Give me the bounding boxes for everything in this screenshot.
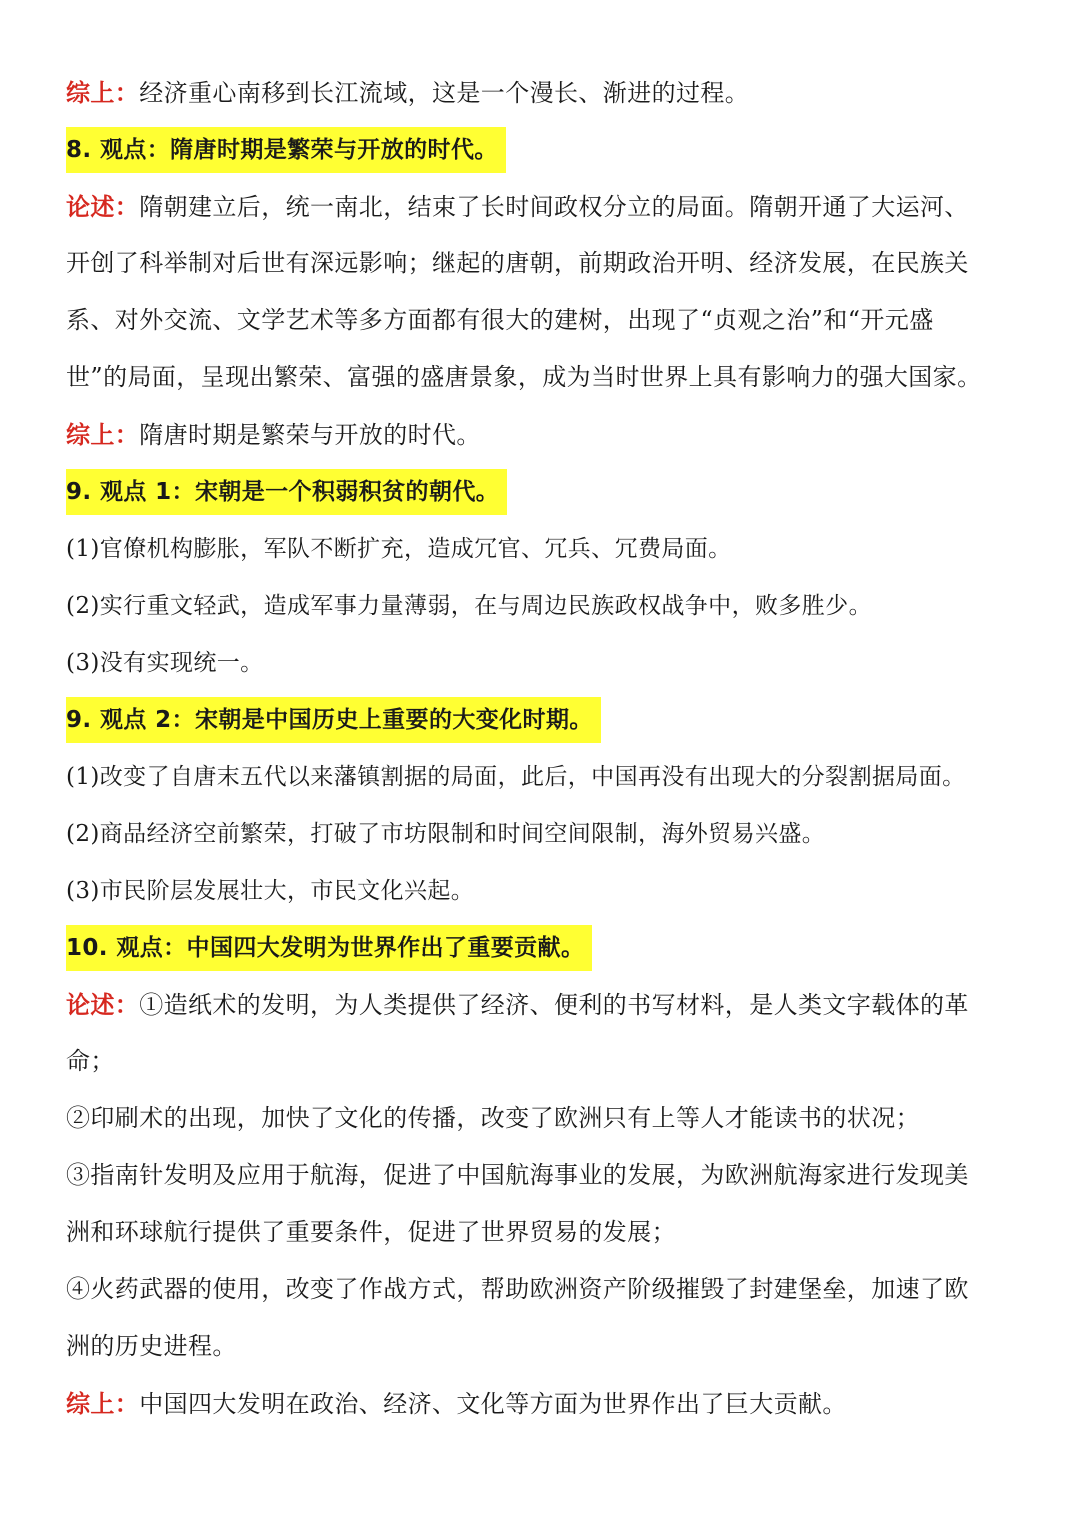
highlighted-heading-text: 9. 观点 2：宋朝是中国历史上重要的大变化时期。 (66, 697, 601, 743)
labeled-paragraph-line (66, 178, 1026, 235)
highlighted-heading-text: 10. 观点：中国四大发明为世界作出了重要贡献。 (66, 925, 592, 971)
list-item-text: (1)改变了自唐末五代以来藩镇割据的局面，此后，中国再没有出现大的分裂割据局面。 (66, 764, 966, 790)
paragraph-text: 中国四大发明在政治、经济、文化等方面为世界作出了巨大贡献。 (139, 1390, 847, 1418)
list-item-text: (2)商品经济空前繁荣，打破了市坊限制和时间空间限制，海外贸易兴盛。 (66, 821, 826, 847)
list-item (66, 577, 1026, 634)
labeled-paragraph-line (66, 406, 1026, 463)
paragraph-text: 世”的局面，呈现出繁荣、富强的盛唐景象，成为当时世界上具有影响力的强大国家。 (66, 363, 982, 391)
section-heading (66, 691, 1026, 748)
section-heading (66, 463, 1026, 520)
paragraph-text: 洲的历史进程。 (66, 1332, 237, 1360)
list-item-text: (3)市民阶层发展壮大，市民文化兴起。 (66, 878, 475, 904)
paragraph-line (66, 349, 1026, 406)
paragraph-line (66, 1033, 1026, 1090)
document-page (66, 64, 1026, 1432)
paragraph-label: 论述： (66, 192, 140, 221)
section-heading (66, 919, 1026, 976)
list-item (66, 862, 1026, 919)
paragraph-text: ③指南针发明及应用于航海，促进了中国航海事业的发展，为欧洲航海家进行发现美 (66, 1161, 969, 1189)
list-item (66, 805, 1026, 862)
paragraph-text: 隋唐时期是繁荣与开放的时代。 (139, 421, 481, 449)
paragraph-line (66, 235, 1026, 292)
paragraph-text: 经济重心南移到长江流域，这是一个漫长、渐进的过程。 (139, 79, 750, 107)
paragraph-label: 综上： (66, 1389, 140, 1418)
paragraph-line (66, 292, 1026, 349)
section-heading (66, 121, 1026, 178)
paragraph-line (66, 1090, 1026, 1147)
list-item-text: (3)没有实现统一。 (66, 650, 264, 676)
list-item (66, 634, 1026, 691)
paragraph-text: ①造纸术的发明，为人类提供了经济、便利的书写材料，是人类文字载体的革 (139, 991, 969, 1019)
paragraph-label: 论述： (66, 990, 140, 1019)
labeled-paragraph-line (66, 1375, 1026, 1432)
paragraph-label: 综上： (66, 78, 140, 107)
list-item (66, 748, 1026, 805)
paragraph-line (66, 1261, 1026, 1318)
paragraph-line (66, 1204, 1026, 1261)
paragraph-text: 隋朝建立后，统一南北，结束了长时间政权分立的局面。隋朝开通了大运河、 (139, 193, 969, 221)
paragraph-line (66, 1318, 1026, 1375)
paragraph-text: 命； (66, 1047, 115, 1075)
paragraph-text: 系、对外交流、文学艺术等多方面都有很大的建树，出现了“贞观之治”和“开元盛 (66, 306, 934, 334)
labeled-paragraph-line (66, 64, 1026, 121)
highlighted-heading-text: 9. 观点 1：宋朝是一个积弱积贫的朝代。 (66, 469, 507, 515)
paragraph-text: 开创了科举制对后世有深远影响；继起的唐朝，前期政治开明、经济发展，在民族关 (66, 249, 969, 277)
paragraph-text: 洲和环球航行提供了重要条件，促进了世界贸易的发展； (66, 1218, 676, 1246)
list-item (66, 520, 1026, 577)
paragraph-text: ②印刷术的出现，加快了文化的传播，改变了欧洲只有上等人才能读书的状况； (66, 1104, 920, 1132)
paragraph-line (66, 1147, 1026, 1204)
paragraph-text: ④火药武器的使用，改变了作战方式，帮助欧洲资产阶级摧毁了封建堡垒，加速了欧 (66, 1275, 969, 1303)
paragraph-label: 综上： (66, 420, 140, 449)
highlighted-heading-text: 8. 观点：隋唐时期是繁荣与开放的时代。 (66, 127, 506, 173)
list-item-text: (2)实行重文轻武，造成军事力量薄弱，在与周边民族政权战争中，败多胜少。 (66, 593, 872, 619)
list-item-text: (1)官僚机构膨胀，军队不断扩充，造成冗官、冗兵、冗费局面。 (66, 536, 732, 562)
labeled-paragraph-line (66, 976, 1026, 1033)
